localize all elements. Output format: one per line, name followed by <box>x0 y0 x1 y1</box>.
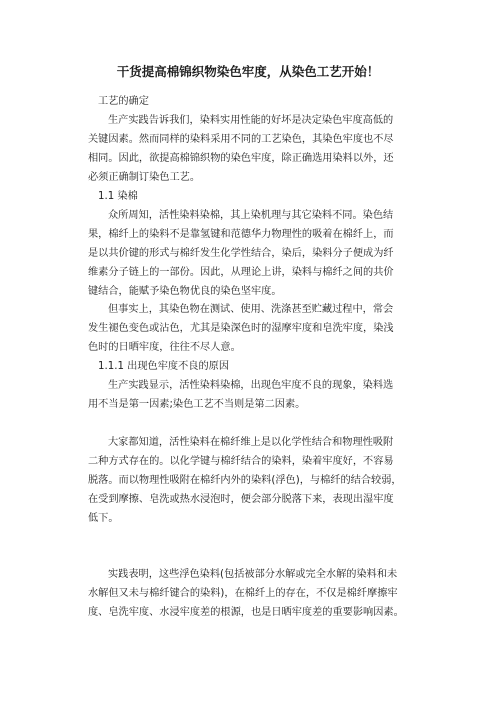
paragraph-line: 但事实上，其染色物在测试、使用、洗涤甚至贮藏过程中，常会 <box>108 304 394 315</box>
document-title: 干货提高棉锦织物染色牢度，从染色工艺开始！ <box>116 64 380 79</box>
paragraph-line: 发生褪色变色或沾色，尤其是染深色时的湿摩牢度和皂洗牢度，染浅 <box>88 323 394 334</box>
heading-poor-fastness-causes: 1.1.1 出现色牢度不良的原因 <box>98 361 230 372</box>
paragraph-line: 必须正确制订染色工艺。 <box>88 172 201 183</box>
paragraph-line: 众所周知，活性染料染棉，其上染机理与其它染料不同。染色结 <box>108 210 394 221</box>
paragraph-line: 脱落。而以物理性吸附在棉纤内外的染料(浮色)，与棉纤的结合较弱， <box>88 475 402 486</box>
paragraph-line: 实践表明，这些浮色染料(包括被部分水解或完全水解的染料和未 <box>108 569 398 580</box>
paragraph-floating-dye <box>88 565 424 622</box>
paragraph-line: 在受到摩擦、皂洗或热水浸泡时，便会部分脱落下来，表现出湿牢度 <box>88 494 394 505</box>
paragraph-line: 大家都知道，活性染料在棉纤维上是以化学性结合和物理性吸附 <box>108 437 394 448</box>
paragraph-line: 生产实践显示，活性染料染棉，出现色牢度不良的现象，染料选 <box>108 380 394 391</box>
heading-process-determination: 工艺的确定 <box>98 96 149 107</box>
heading-dyeing-cotton: 1.1 染棉 <box>98 191 138 202</box>
paragraph-binding-modes <box>88 433 424 528</box>
paragraph-line: 果，棉纤上的染料不是靠氢键和范德华力物理性的吸着在棉纤上，而 <box>88 229 394 240</box>
paragraph-line: 水解但又未与棉纤键合的染料)，在棉纤上的存在，不仅是棉纤摩擦牢 <box>88 588 398 599</box>
paragraph-line: 二种方式存在的。以化学键与棉纤结合的染料，染着牢度好，不容易 <box>88 456 394 467</box>
paragraph-line: 是以共价键的形式与棉纤发生化学性结合，染后，染料分子便成为纤 <box>88 248 394 259</box>
paragraph-fading <box>88 300 424 357</box>
paragraph-line: 度、皂洗牢度、水浸牢度差的根源，也是日晒牢度差的重要影响因素。 <box>88 607 404 618</box>
paragraph-line: 用不当是第一因素;染色工艺不当则是第二因素。 <box>88 399 306 410</box>
paragraph-line: 键结合，能赋予染色物优良的染色坚牢度。 <box>88 286 282 297</box>
paragraph-line: 相同。因此，欲提高棉锦织物的染色牢度，除正确选用染料以外，还 <box>88 153 394 164</box>
paragraph-line: 生产实践告诉我们，染料实用性能的好坏是决定染色牢度高低的 <box>108 115 394 126</box>
section-dyeing-cotton <box>88 187 424 301</box>
paragraph-line: 低下。 <box>88 513 119 524</box>
section-process <box>88 92 424 187</box>
section-poor-fastness-causes <box>88 357 424 414</box>
paragraph-line: 维素分子链上的一部份。因此，从理论上讲，染料与棉纤之间的共价 <box>88 267 394 278</box>
paragraph-line: 色时的日晒牢度，往往不尽人意。 <box>88 342 241 353</box>
paragraph-line: 关键因素。然而同样的染料采用不同的工艺染色，其染色牢度也不尽 <box>88 134 394 145</box>
